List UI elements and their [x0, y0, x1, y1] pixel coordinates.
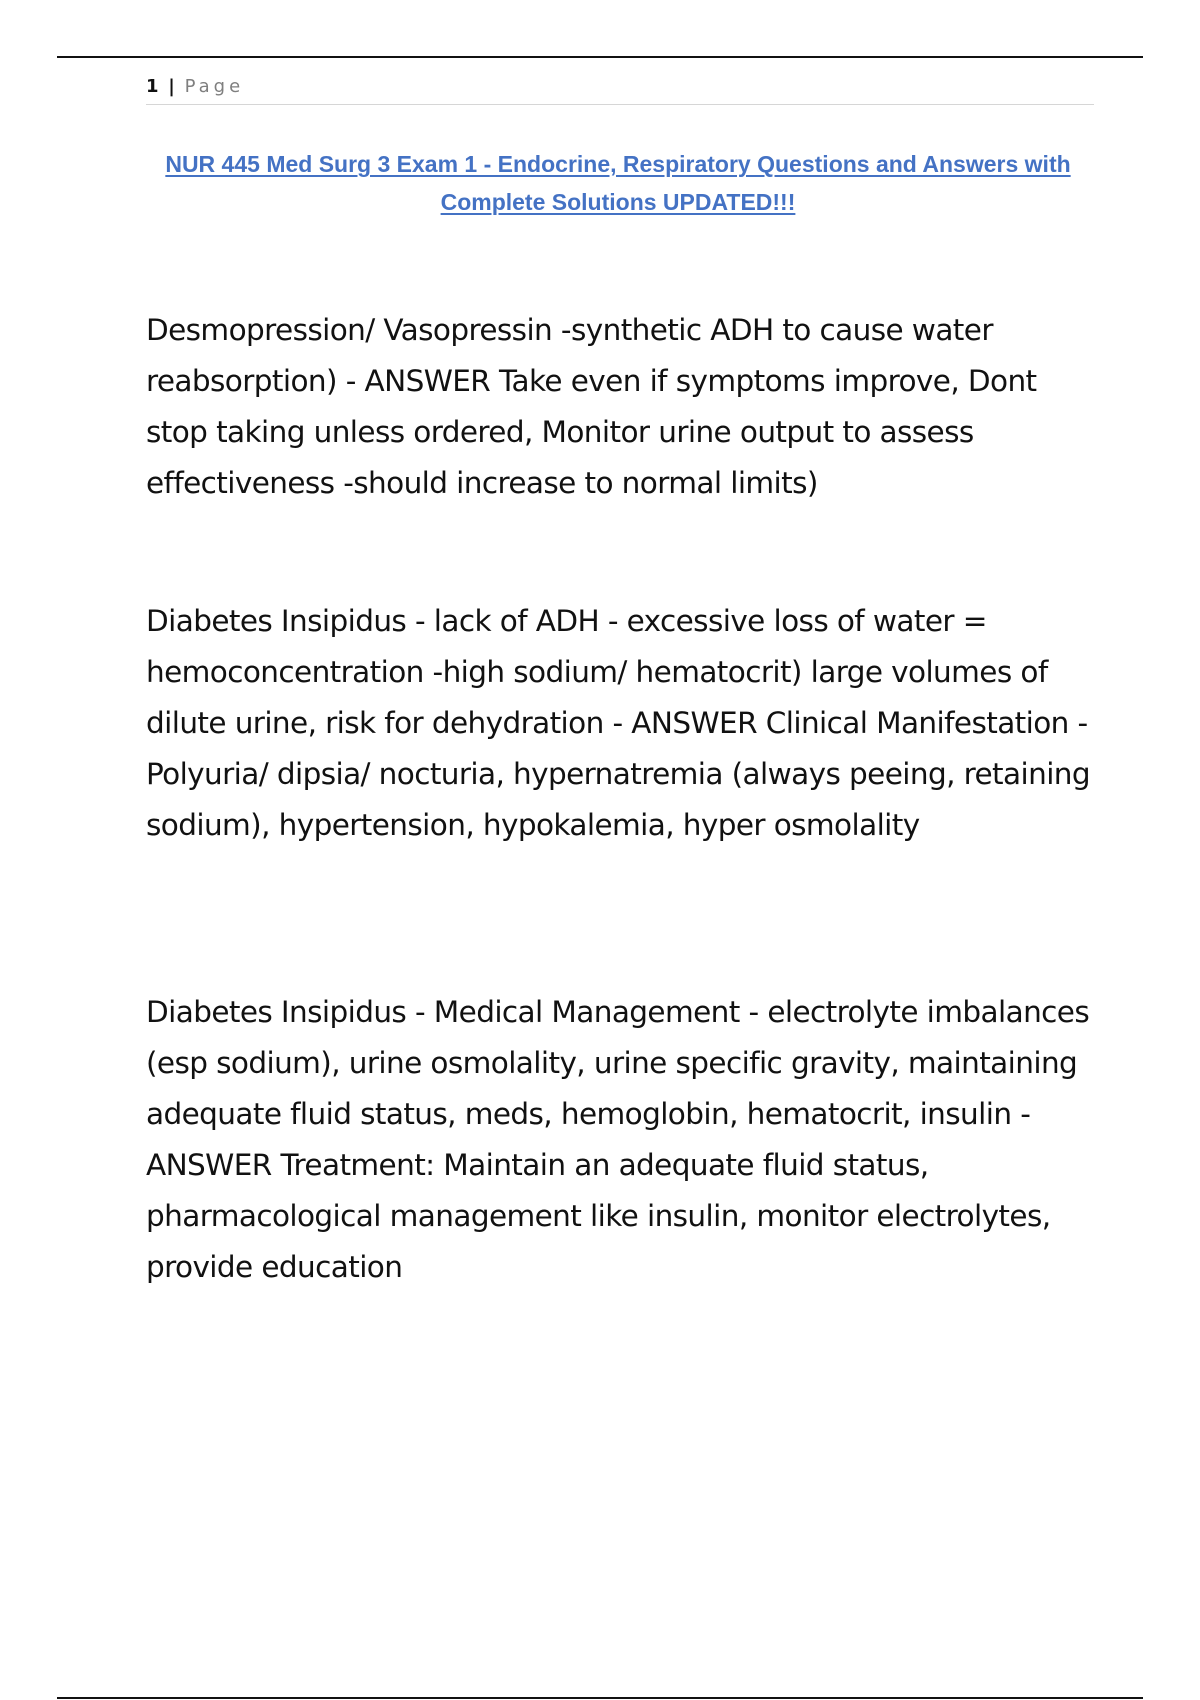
page-separator: |	[168, 76, 175, 97]
document-title: NUR 445 Med Surg 3 Exam 1 - Endocrine, Respiratory Questions and Answers with Complete Solutions UPDATED!!!	[165, 151, 1071, 215]
page-header	[146, 74, 1094, 105]
qa-entry-diabetes-insipidus-manifestations: Diabetes Insipidus - lack of ADH - excessive loss of water = hemoconcentration -high sodium/ hematocrit) large volumes of dilute urine, risk for dehydration - ANSWER Clinical Manifestation - Polyuria/ dipsia/ nocturia, hypernatremia (always peeing, retaining sodium), hypertension, hypokalemia, hyper osmolality	[146, 604, 1091, 842]
page-label: Page	[184, 76, 245, 97]
qa-entry-diabetes-insipidus-management: Diabetes Insipidus - Medical Management - electrolyte imbalances (esp sodium), urine osmolality, urine specific gravity, maintaining adequate fluid status, meds, hemoglobin, hematocrit, insulin - ANSWER Treatment: Maintain an adequate fluid status, pharmacological management like insulin, monitor electrolytes, provide education	[146, 995, 1090, 1284]
top-rule	[57, 56, 1143, 58]
bottom-rule	[57, 1697, 1143, 1699]
qa-entry-desmopressin: Desmopression/ Vasopressin -synthetic ADH to cause water reabsorption) - ANSWER Take even if symptoms improve, Dont stop taking unless ordered, Monitor urine output to assess effectiveness -should increase to normal limits)	[146, 313, 1037, 500]
page-number: 1	[146, 76, 159, 97]
